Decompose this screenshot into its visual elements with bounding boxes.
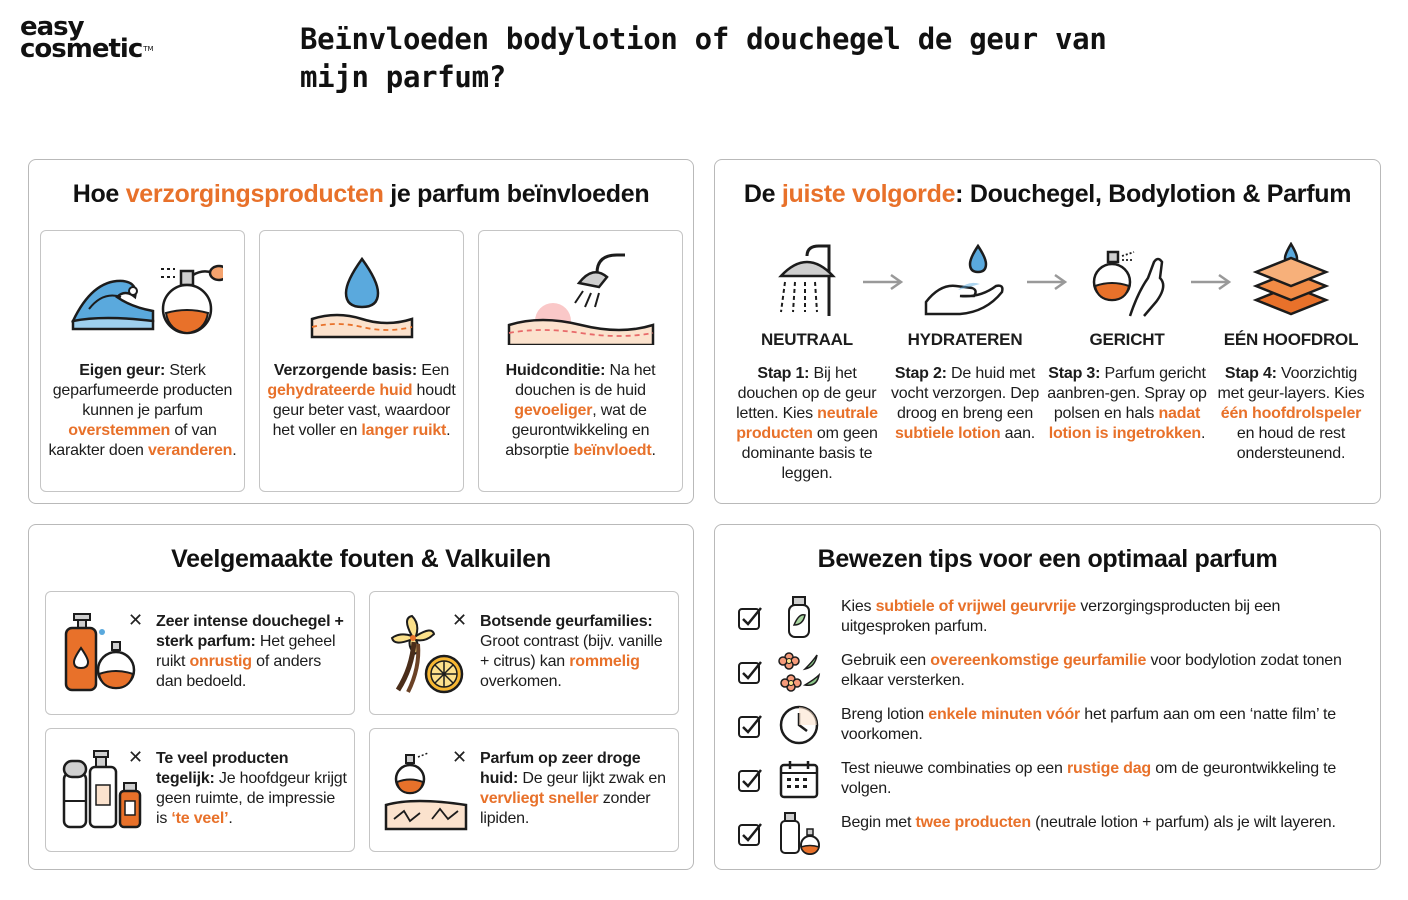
tip-item xyxy=(735,811,1355,857)
lotion-bottle-icon xyxy=(777,595,821,639)
card-text: Eigen geur: Sterk geparfumeerde producten kunnen je parfum overstemmen of van karakter doen veranderen. xyxy=(48,362,237,459)
step-text: Stap 3: Parfum gericht aanbren-gen. Spray op polsen en hals nadat lotion is ingetrokken. xyxy=(1047,365,1207,442)
panel-proven-tips xyxy=(714,524,1381,870)
card-care-base xyxy=(259,230,464,492)
checkbox-checked-icon xyxy=(737,605,763,631)
step-name: GERICHT xyxy=(1089,330,1165,349)
logo-line-2: cosmetic™ xyxy=(20,34,154,64)
tip-text: Begin met twee producten (neutrale lotion + parfum) als je wilt layeren. xyxy=(841,814,1336,831)
step-text: Stap 1: Bij het douchen op de geur letten. Kies neutrale producten om geen dominante basis te leggen. xyxy=(736,365,878,482)
mistake-text: Botsende geurfamilies: Groot contrast (bijv. vanille + citrus) kan rommelig overkomen. xyxy=(480,613,663,690)
x-icon: ✕ xyxy=(128,747,144,767)
shower-skin-icon xyxy=(501,249,661,345)
panel-title: Bewezen tips voor een optimaal parfum xyxy=(817,545,1278,573)
checkbox-checked-icon xyxy=(737,659,763,685)
mistake-intense-combo xyxy=(45,591,355,715)
layers-drop-icon xyxy=(1246,242,1336,318)
x-icon: ✕ xyxy=(128,610,144,630)
checkbox-checked-icon xyxy=(737,821,763,847)
card-text: Verzorgende basis: Een gehydrateerde huid houdt geur beter vast, waardoor het voller en langer ruikt. xyxy=(267,362,456,439)
panel-common-mistakes xyxy=(28,524,694,870)
mistake-clashing-families xyxy=(369,591,679,715)
tip-text: Breng lotion enkele minuten vóór het parfum aan om een ‘natte film’ te voorkomen. xyxy=(841,706,1336,743)
mistake-dry-skin xyxy=(369,728,679,852)
tip-item xyxy=(735,757,1355,803)
mistake-text: Te veel producten tegelijk: Je hoofdgeur krijgt geen ruimte, de impressie is ‘te veel’. xyxy=(156,750,347,827)
panel-title: De juiste volgorde: Douchegel, Bodylotion & Parfum xyxy=(743,180,1352,208)
card-text: Huidconditie: Na het douchen is de huid gevoeliger, wat de geurontwikkeling en absorptie beïnvloedt. xyxy=(505,362,656,459)
calendar-icon xyxy=(777,757,821,801)
logo-line-1: easy xyxy=(20,12,84,42)
tip-text: Gebruik een overeenkomstige geurfamilie voor bodylotion zodat tonen elkaar versterken. xyxy=(841,652,1342,689)
step-name: NEUTRAAL xyxy=(761,330,853,349)
spray-hand-icon xyxy=(1082,242,1172,318)
step-name: HYDRATEREN xyxy=(907,330,1023,349)
two-bottles-icon xyxy=(777,811,821,855)
checkbox-checked-icon xyxy=(737,713,763,739)
step-text: Stap 2: De huid met vocht verzorgen. Dep droog en breng een subtiele lotion aan. xyxy=(890,365,1040,442)
tip-text: Test nieuwe combinaties op een rustige dag om de geurontwikkeling te volgen. xyxy=(841,760,1337,797)
step-one-lead xyxy=(1211,242,1371,464)
tip-item xyxy=(735,703,1355,749)
brand-logo xyxy=(20,12,190,68)
hand-drop-icon xyxy=(920,242,1010,318)
flowers-icon xyxy=(777,649,821,693)
x-icon: ✕ xyxy=(452,610,468,630)
card-skin-condition xyxy=(478,230,683,492)
step-text: Stap 4: Voorzichtig met geur-layers. Kies één hoofdrolspeler en houd de rest ondersteunend. xyxy=(1217,365,1365,462)
shower-icon xyxy=(767,242,847,318)
page-title: Beïnvloeden bodylotion of douchegel de geur van mijn parfum? xyxy=(300,22,1107,94)
mistake-text: Parfum op zeer droge huid: De geur lijkt zwak en vervliegt sneller zonder lipiden. xyxy=(480,750,666,827)
tip-item xyxy=(735,595,1355,641)
panel-title: Hoe verzorgingsproducten je parfum beïnvloeden xyxy=(72,180,650,208)
mistake-text: Zeer intense douchegel + sterk parfum: Het geheel ruikt onrustig of anders dan bedoeld. xyxy=(156,613,344,690)
tip-text: Kies subtiele of vrijwel geurvrije verzorgingsproducten bij een uitgesproken parfum. xyxy=(841,598,1281,635)
step-targeted xyxy=(1047,242,1207,444)
card-own-scent xyxy=(40,230,245,492)
step-name: EÉN HOOFDROL xyxy=(1223,330,1359,349)
tip-item xyxy=(735,649,1355,695)
droplet-skin-icon xyxy=(282,249,442,339)
clock-icon xyxy=(777,703,821,747)
panel-how-products-affect xyxy=(28,159,694,504)
panel-correct-order xyxy=(714,159,1381,504)
step-hydrate xyxy=(885,242,1045,444)
mistake-too-many-products xyxy=(45,728,355,852)
panel-title: Veelgemaakte fouten & Valkuilen xyxy=(171,545,551,573)
checkbox-checked-icon xyxy=(737,767,763,793)
wave-perfume-icon xyxy=(63,249,223,337)
x-icon: ✕ xyxy=(452,747,468,767)
